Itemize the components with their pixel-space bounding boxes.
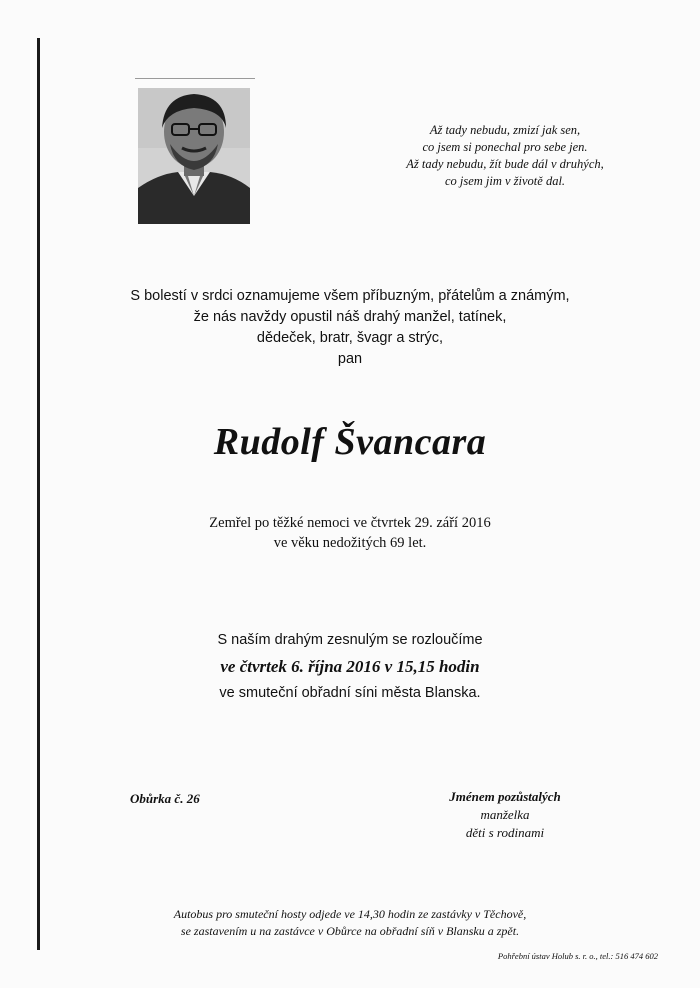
- death-details: [150, 513, 550, 553]
- poem-line: Až tady nebudu, zmizí jak sen,: [429, 123, 581, 137]
- left-margin-rule: [37, 38, 40, 950]
- announcement-text: [100, 286, 600, 370]
- death-date-line: Zemřel po těžké nemoci ve čtvrtek 29. září 2016: [209, 515, 491, 531]
- funeral-service-credit: Pohřební ústav Holub s. r. o., tel.: 516 474 602: [497, 951, 658, 961]
- deceased-name: Rudolf Švancara: [213, 421, 487, 463]
- mourner-line: manželka: [480, 807, 530, 822]
- announcement-line: že nás navždy opustil náš drahý manžel, tatínek,: [193, 309, 507, 325]
- photo-top-line: [135, 78, 255, 79]
- death-age-line: ve věku nedožitých 69 let.: [273, 535, 427, 551]
- family-address: Obůrka č. 26: [130, 791, 200, 806]
- portrait-illustration: [138, 88, 250, 224]
- farewell-block: [100, 630, 600, 704]
- poem-line: co jsem jim v životě dal.: [444, 174, 566, 188]
- announcement-line: S bolestí v srdci oznamujeme všem příbuzným, přátelům a známým,: [130, 288, 570, 304]
- portrait-photo: [138, 88, 250, 224]
- bus-notice: [100, 906, 600, 940]
- mourner-line: děti s rodinami: [465, 825, 545, 840]
- mourners-block: [430, 788, 580, 842]
- bus-line: se zastavením u na zastávce v Obůrce na obřadní síň v Blansku a zpět.: [180, 924, 520, 938]
- poem-line: co jsem si ponechal pro sebe jen.: [422, 140, 588, 154]
- announcement-line: pan: [337, 351, 363, 367]
- memorial-poem: [355, 122, 655, 190]
- poem-line: Až tady nebudu, žít bude dál v druhých,: [406, 157, 604, 171]
- portrait-frame: [135, 78, 255, 228]
- farewell-intro: S naším drahým zesnulým se rozloučíme: [217, 632, 483, 648]
- farewell-datetime: ve čtvrtek 6. října 2016 v 15,15 hodin: [220, 657, 480, 676]
- mourners-title: Jménem pozůstalých: [449, 789, 561, 804]
- announcement-line: dědeček, bratr, švagr a strýc,: [256, 330, 444, 346]
- bus-line: Autobus pro smuteční hosty odjede ve 14,30 hodin ze zastávky v Těchově,: [173, 907, 527, 921]
- farewell-place: ve smuteční obřadní síni města Blanska.: [219, 685, 481, 701]
